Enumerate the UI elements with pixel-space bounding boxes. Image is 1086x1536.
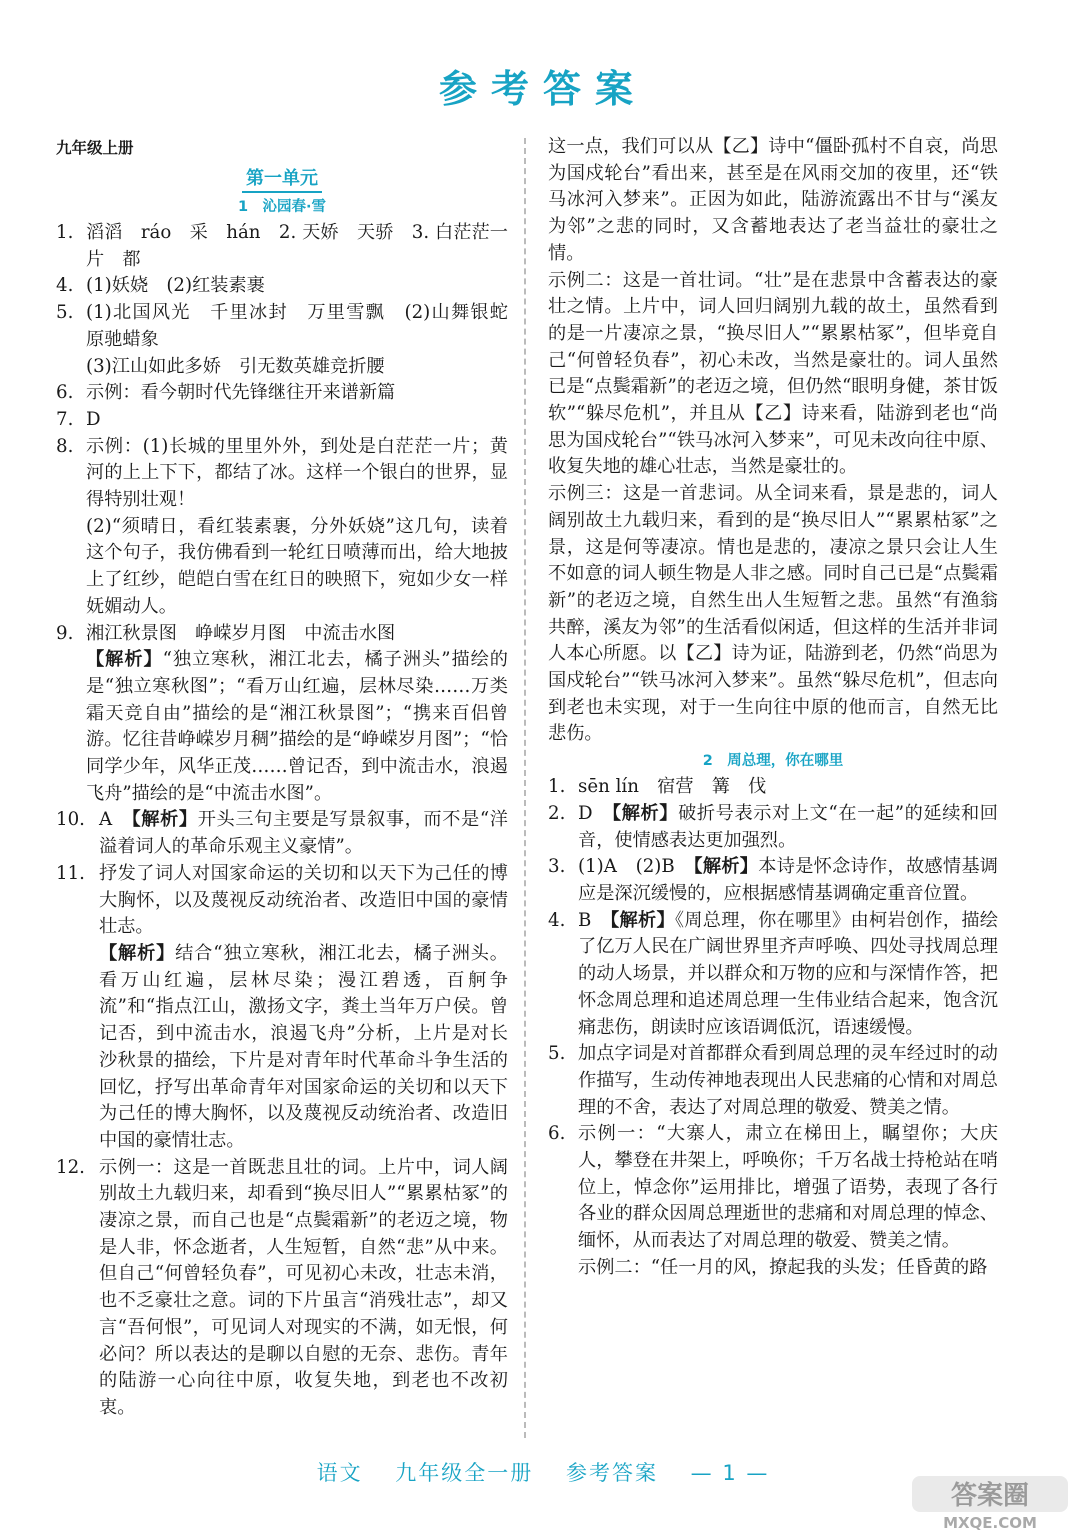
example-paragraph: 示例二：这是一首壮词。“壮”是在悲景中含蓄表达的豪壮之情。上片中，词人回归阔别九载的故土，虽然看到的是一片凄凉之景，“换尽旧人”“累累枯冢”，但毕竟自己“何曾轻负春”，初心未改，当然是豪壮的。词人虽然已是“点鬓霜新”的老迈之境，但仍然“眼明身健，茶甘饭软”“躲尽危机”，并且从【乙】诗来看，陆游到老也“尚思为国戍轮台”“铁马冰河入梦来”，可见未改向往中原、收复失地的雄心壮志，当然是豪壮的。 — [548, 269, 998, 478]
answer-item: 12. 示例一：这是一首既悲且壮的词。上片中，词人阔别故土九载归来，却看到“换尽旧人”“累累枯冢”的凄凉之景，而自己也是“点鬓霜新”的老迈之境，物是人非，怀念逝者，人生短暂，自然“悲”从中来。但自己“何曾轻负春”，可见初心未改，壮志未消，也不乏豪壮之意。词的下片虽言“消残壮志”，却又言“吾何恨”，可见词人对现实的不满，如无恨，何必问？所以表达的是聊以自慰的无奈、悲伤。青年的陆游一心向往中原，收复失地，到老也不改初衷。 — [56, 1156, 508, 1418]
example-paragraph: 示例三：这是一首悲词。从全词来看，景是悲的，词人阔别故土九载归来，看到的是“换尽旧人”“累累枯冢”之景，这是何等凄凉。情也是悲的，凄凉之景只会让人生不如意的词人顿生物是人非之感。同时自己已是“点鬓霜新”的老迈之境，自然生出人生短暂之悲。虽然“有渔翁共醉，溪友为邻”的生活看似闲适，但这样的生活并非词人本心所愿。以【乙】诗为证，陆游到老，仍然“尚思为国戍轮台”“铁马冰河入梦来”。虽然“躲尽危机”，但志向到老也未实现，对于一生向往中原的他而言，自然无比悲伤。 — [548, 483, 998, 745]
answer-continuation: (2)“须晴日，看红装素裹，分外妖娆”这几句，读着这个句子，我仿佛看到一轮红日喷薄而出，给大地披上了红纱，皑皑白雪在红日的映照下，宛如少女一样妩媚动人。 — [86, 515, 508, 617]
answer-item: 8. 示例：(1)长城的里里外外，到处是白茫茫一片；黄河的上上下下，都结了冰。这样一个银白的世界，显得特别壮观！ — [56, 435, 508, 511]
analysis-tag: 【解析】 — [99, 942, 176, 964]
answer-item: 3. (1)A (2)B 【解析】本诗是怀念诗作，故感情基调应是深沉缓慢的，应根据感情基调确定重音位置。 — [548, 856, 998, 904]
analysis-tag: 【解析】 — [612, 802, 679, 824]
left-column — [56, 134, 527, 1422]
analysis-tag: 【解析】 — [86, 649, 163, 671]
answer-item: 4. B 【解析】《周总理，你在哪里》由柯岩创作，描绘了亿万人民在广阔世界里齐声呼唤、四处寻找周总理的动人场景，并以群众和万物的应和与深情作答，把怀念周总理和追述周总理一生伟业结合起来，饱含沉痛悲伤，朗读时应该语调低沉，语速缓慢。 — [548, 909, 998, 1038]
answer-item: 10. A 【解析】开头三句主要是写景叙事，而不是“洋溢着词人的革命乐观主义豪情”。 — [56, 809, 508, 858]
analysis: 【解析】结合“独立寒秋，湘江北去，橘子洲头。看万山红遍，层林尽染；漫江碧透，百舸争流”和“指点江山，激扬文字，粪土当年万户侯。曾记否，到中流击水，浪遏飞舟”分析，上片是对长沙秋景的描绘，下片是对青年时代革命斗争生活的回忆，抒写出革命青年对国家命运的关切和以天下为己任的博大胸怀，以及蔑视反动统治者、改造旧中国的豪情壮志。 — [99, 942, 508, 1151]
answer-item: 6. 示例一：“大寨人，肃立在梯田上，瞩望你；大庆人，攀登在井架上，呼唤你；千万名战士持枪站在哨位上，悼念你”运用排比，增强了语势，表现了各行各业的群众因周总理逝世的悲痛和对周总理的悼念、缅怀，从而表达了对周总理的敬爱、赞美之情。 — [548, 1123, 998, 1252]
analysis: 【解析】“独立寒秋，湘江北去，橘子洲头”描绘的是“独立寒秋图”；“看万山红遍，层林尽染……万类霜天竞自由”描绘的是“湘江秋景图”；“携来百侣曾游。忆往昔峥嵘岁月稠”描绘的是“峥嵘岁月图”；“恰同学少年，风华正茂……曾记否，到中流击水，浪遏飞舟”描绘的是“中流击水图”。 — [86, 649, 508, 804]
page-number: — 1 — — [690, 1461, 770, 1485]
unit-title: 第一单元 — [242, 167, 322, 193]
lesson-title: 1 沁园春·雪 — [237, 199, 327, 215]
answer-item: 7. D — [56, 408, 101, 430]
footer-label: 参考答案 — [565, 1461, 658, 1485]
answer-item: 5. (1)北国风光 千里冰封 万里雪飘 (2)山舞银蛇 原驰蜡象 — [56, 302, 527, 350]
answer-item: 6. 示例：看今朝时代先锋继往开来谱新篇 — [56, 382, 396, 404]
answer-item: 9. 湘江秋景图 峥嵘岁月图 中流击水图 — [56, 622, 396, 644]
watermark-url: MXQE.COM — [943, 1514, 1037, 1532]
analysis-tag: 【解析】 — [610, 909, 675, 931]
answer-continuation: 这一点，我们可以从【乙】诗中“僵卧孤村不自哀，尚思为国戍轮台”看出来，甚至是在风雨交加的夜里，还“铁马冰河入梦来”。正因为如此，陆游流露出不甘与“溪友为邻”之悲的同时，又含蓄地表达了老当益壮的豪壮之情。 — [548, 136, 998, 264]
analysis-tag: 【解析】 — [693, 856, 759, 878]
column-divider — [524, 138, 526, 1438]
answer-continuation: (3)江山如此多娇 引无数英雄竞折腰 — [86, 355, 385, 377]
answer-item: 11. 抒发了词人对国家命运的关切和以天下为己任的博大胸怀，以及蔑视反动统治者、改造旧中国的豪情壮志。 — [56, 862, 508, 938]
answer-item: 5. 加点字词是对首都群众看到周总理的灵车经过时的动作描写，生动传神地表现出人民悲痛的心情和对周总理的不舍，表达了对周总理的敬爱、赞美之情。 — [548, 1043, 998, 1118]
answer-continuation: 示例二：“任一月的风，撩起我的头发；任昏黄的路 — [578, 1256, 988, 1278]
footer-grade: 九年级全一册 — [395, 1461, 534, 1485]
right-column — [548, 134, 998, 1282]
watermark-text: 答案圈 — [950, 1481, 1030, 1511]
answer-item: 1. 滔滔 ráo 采 hán 2. 天娇 天骄 3. 白茫茫一片 都 — [56, 222, 508, 270]
answer-item: 2. D 【解析】破折号表示对上文“在一起”的延续和回音，使情感表达更加强烈。 — [548, 802, 998, 851]
answer-item: 4. (1)妖娆 (2)红装素裹 — [56, 275, 265, 297]
footer-subject: 语文 — [316, 1461, 363, 1485]
page-title: 参考答案 — [438, 67, 647, 111]
watermark-logo — [910, 1474, 1070, 1532]
analysis-tag: 【解析】 — [131, 809, 198, 831]
grade-heading: 九年级上册 — [56, 139, 134, 157]
answer-item: 1. sēn lín 宿营 篝 伐 — [548, 776, 767, 798]
lesson-title: 2 周总理，你在哪里 — [702, 753, 844, 770]
